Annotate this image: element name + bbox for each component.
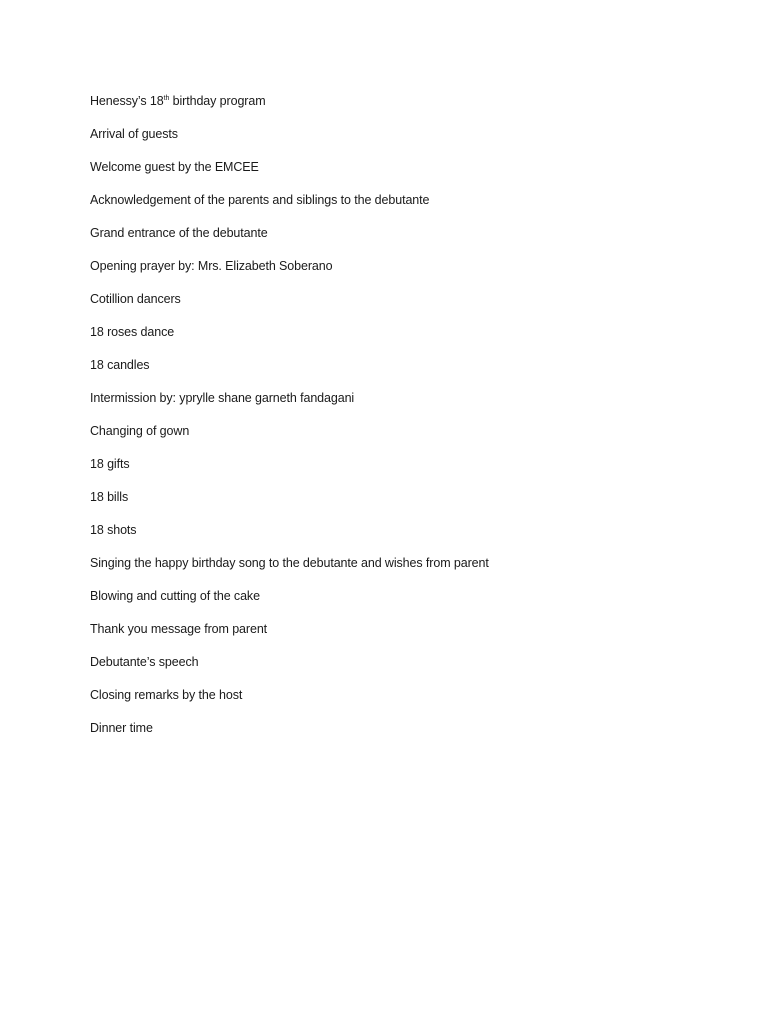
- page-title: [90, 92, 728, 110]
- program-item: 18 roses dance: [90, 325, 175, 339]
- program-item: Arrival of guests: [90, 127, 178, 141]
- title-text-end: birthday program: [169, 94, 266, 108]
- program-item: Closing remarks by the host: [90, 688, 243, 702]
- program-item: Intermission by: yprylle shane garneth fandagani: [90, 391, 355, 405]
- title-text: Henessy’s 18: [90, 94, 164, 108]
- program-item: Opening prayer by: Mrs. Elizabeth Soberano: [90, 259, 333, 273]
- program-item: Cotillion dancers: [90, 292, 181, 306]
- program-item: 18 candles: [90, 358, 150, 372]
- program-item: Welcome guest by the EMCEE: [90, 160, 259, 174]
- program-item: Debutante’s speech: [90, 655, 199, 669]
- title-superscript: th: [163, 95, 170, 102]
- program-item: Acknowledgement of the parents and siblings to the debutante: [90, 193, 430, 207]
- program-item: 18 shots: [90, 523, 137, 537]
- program-item: Blowing and cutting of the cake: [90, 589, 260, 603]
- program-item: Singing the happy birthday song to the debutante and wishes from parent: [90, 556, 489, 570]
- program-item: Grand entrance of the debutante: [90, 226, 268, 240]
- program-item: Dinner time: [90, 721, 153, 735]
- program-item: Changing of gown: [90, 424, 190, 438]
- program-item: 18 bills: [90, 490, 129, 504]
- program-list: [90, 92, 728, 752]
- program-item: Thank you message from parent: [90, 622, 268, 636]
- program-item: 18 gifts: [90, 457, 130, 471]
